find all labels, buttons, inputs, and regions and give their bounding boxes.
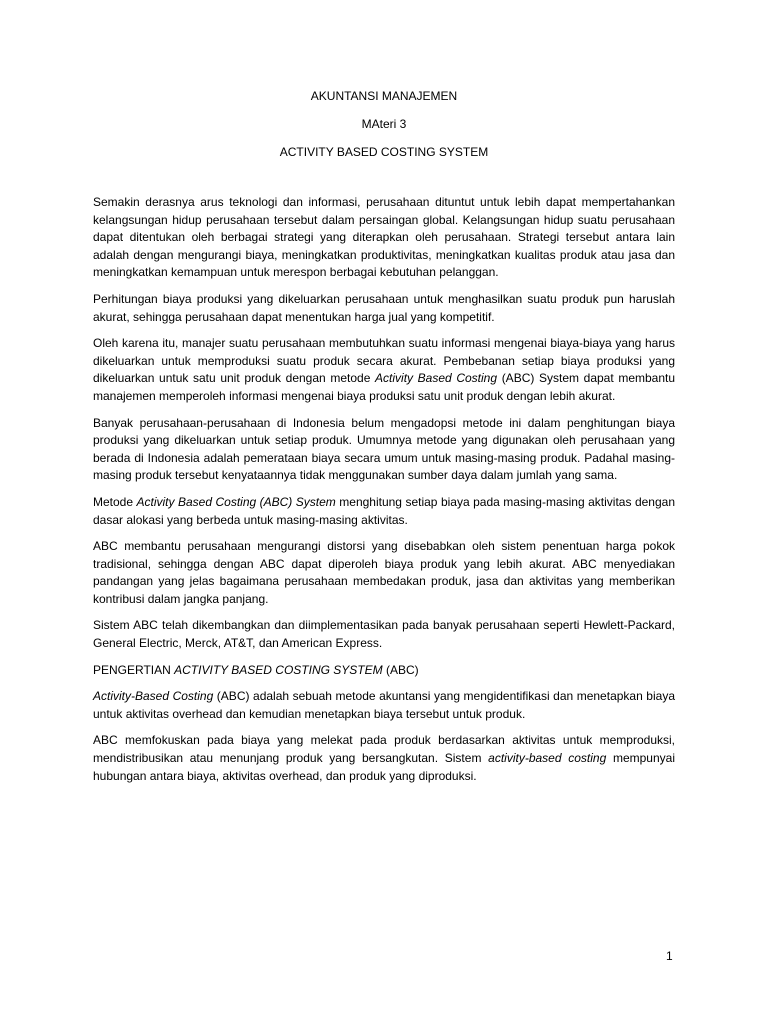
italic-term: Activity-Based Costing — [93, 689, 214, 704]
text-run: ABC memfokuskan pada biaya yang melekat pada produk berdasarkan aktivitas untuk memproduksi, mendistribusikan atau menunjang produk yang bersangkutan. Sistem — [93, 733, 675, 766]
paragraph-manager-info — [93, 335, 675, 405]
document-subtitle: MAteri 3 — [361, 117, 407, 131]
page-number: 1 — [666, 949, 673, 963]
italic-term: ACTIVITY BASED COSTING SYSTEM — [174, 662, 383, 677]
paragraph-abc-benefits: ABC membantu perusahaan mengurangi distorsi yang disebabkan oleh sistem penentuan harga pokok tradisional, sehingga dengan ABC dapat diperoleh biaya produk yang lebih akurat. ABC menyediakan pandangan yang jelas bagaimana perusahaan membedakan produk, jasa dan aktivitas yang memberikan kontribusi dalam jangka panjang. — [93, 539, 675, 606]
text-run: (ABC) System dapat membantu manajemen memperoleh informasi mengenai biaya produksi satu unit produk dengan lebih akurat. — [93, 371, 676, 403]
paragraph-indonesia: Banyak perusahaan-perusahaan di Indonesia belum mengadopsi metode ini dalam penghitungan biaya produksi yang dikeluarkan untuk setiap produk. Umumnya metode yang digunakan oleh perusahaan yang berada di Indonesia adalah pemerataan biaya secara umum untuk masing-masing produk. Padahal masing-masing produk tersebut kenyataannya tidak menggunakan sumber daya dalam jumlah yang sama. — [93, 415, 675, 483]
document-body — [93, 194, 675, 794]
document-title: AKUNTANSI MANAJEMEN — [310, 89, 458, 103]
paragraph-focus — [93, 732, 675, 785]
italic-term: Activity Based Costing (ABC) System — [136, 494, 336, 509]
italic-term: activity-based costing — [488, 751, 607, 766]
paragraph-definition — [93, 688, 675, 723]
italic-term: Activity Based Costing — [375, 371, 498, 386]
document-heading: ACTIVITY BASED COSTING SYSTEM — [279, 145, 489, 159]
text-run: Metode — [93, 494, 137, 509]
paragraph-cost-calculation: Perhitungan biaya produksi yang dikeluarkan perusahaan untuk menghasilkan suatu produk pun haruslah akurat, sehingga perusahaan dapat menentukan harga jual yang kompetitif. — [93, 291, 675, 324]
paragraph-abc-companies: Sistem ABC telah dikembangkan dan diimplementasikan pada banyak perusahaan seperti Hewlett-Packard, General Electric, Merck, AT&T, dan American Express. — [93, 618, 675, 651]
text-run: Oleh karena itu, manajer suatu perusahaan membutuhkan suatu informasi mengenai biaya-biaya yang harus dikeluarkan untuk memproduksi suatu produk secara akurat. Pembebanan setiap biaya produksi yang dikeluarkan untuk satu unit produk dengan metode — [93, 336, 675, 386]
paragraph-intro: Semakin derasnya arus teknologi dan informasi, perusahaan dituntut untuk lebih dapat mempertahankan kelangsungan hidup perusahaan tersebut dalam persaingan global. Kelangsungan hidup suatu perusahaan dapat ditentukan oleh berbagai strategi yang diterapkan oleh perusahaan. Strategi tersebut antara lain adalah dengan mengurangi biaya, meningkatkan produktivitas, meningkatkan kualitas produk atau jasa dan meningkatkan kemampuan untuk merespon berbagai kebutuhan pelanggan. — [93, 195, 675, 280]
text-run: mempunyai hubungan antara biaya, aktivitas overhead, dan produk yang diproduksi. — [93, 751, 675, 783]
paragraph-method — [93, 494, 675, 529]
text-run: (ABC) — [382, 662, 419, 677]
section-heading — [93, 662, 675, 680]
text-run: PENGERTIAN — [93, 662, 175, 677]
text-run: menghitung setiap biaya pada masing-masing aktivitas dengan dasar alokasi yang berbeda untuk masing-masing aktivitas. — [93, 494, 675, 527]
text-run: (ABC) adalah sebuah metode akuntansi yang mengidentifikasi dan menetapkan biaya untuk aktivitas overhead dan kemudian menetapkan biaya tersebut untuk produk. — [93, 689, 675, 721]
